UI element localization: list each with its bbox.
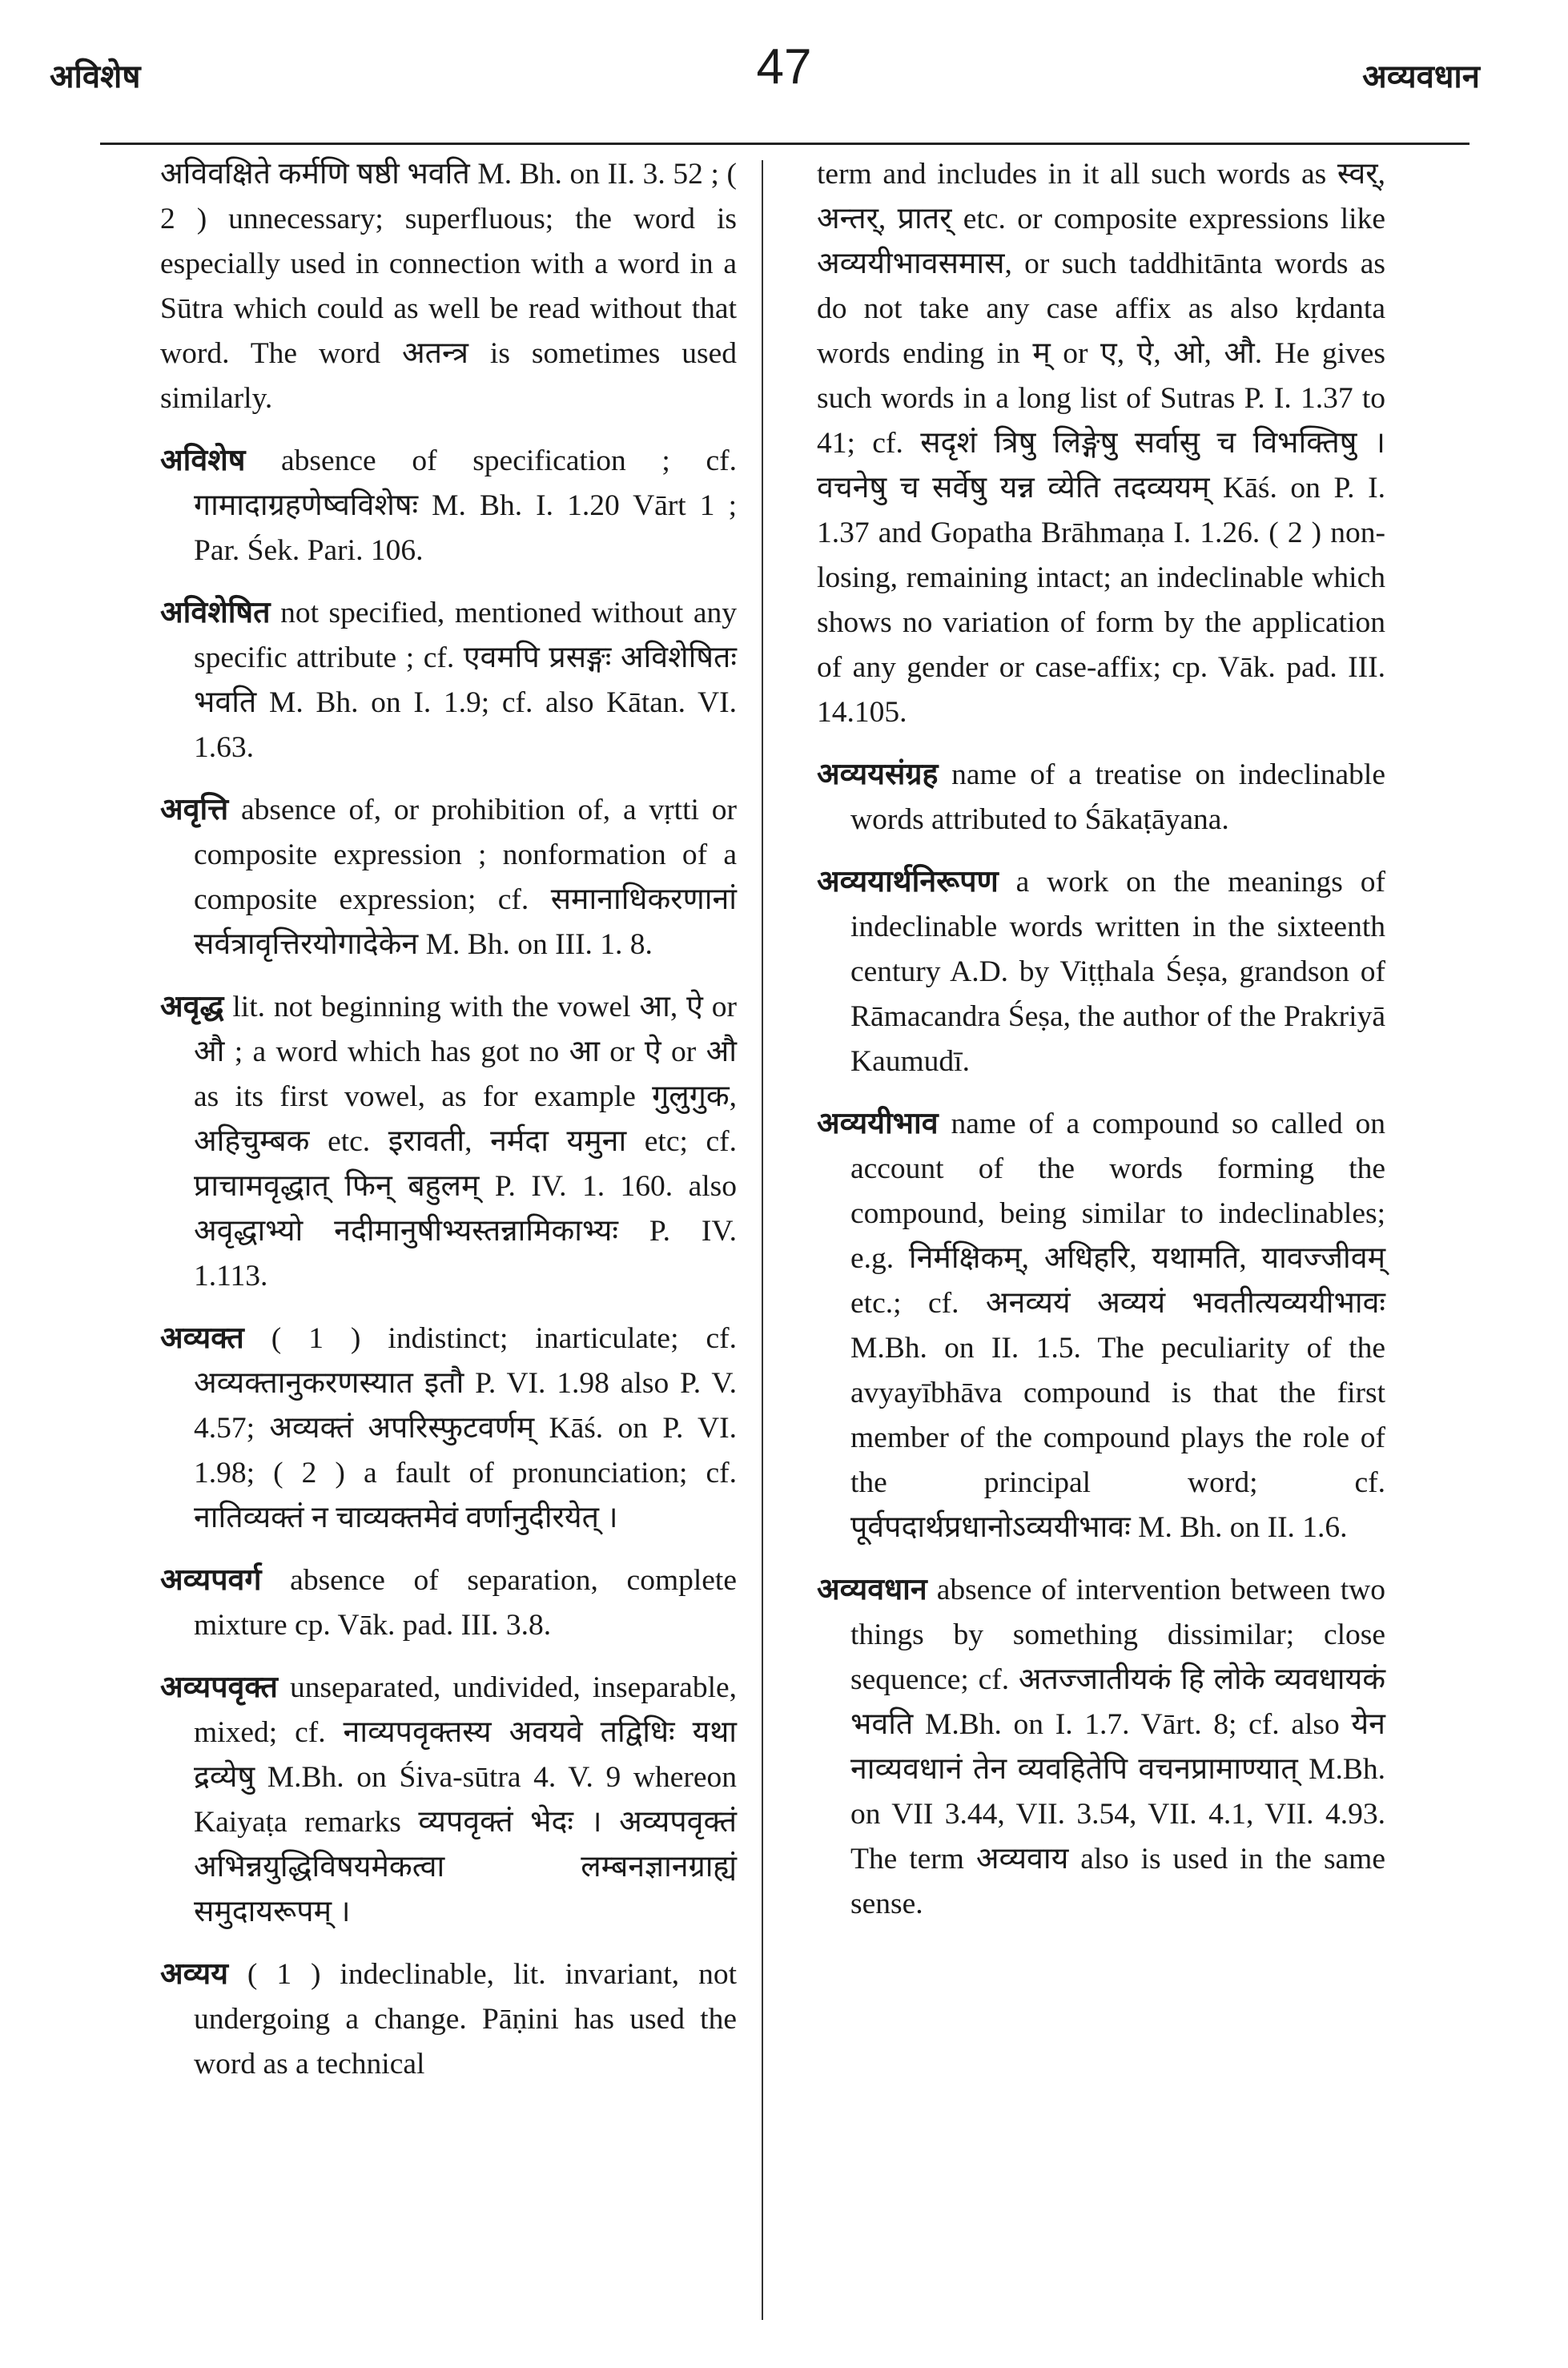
dictionary-entry [160,1666,737,1935]
entry-headword: अव्यक्त [160,1322,244,1355]
dictionary-entry [160,788,737,967]
dictionary-entry [817,1102,1385,1550]
entry-text: a work on the meanings of indeclinable words written in the sixteenth century A.D. by Viṭṭhala Śeṣa, grandson of Rāmacandra Śeṣa, the author of the Prakriyā Kaumudī. [850,866,1386,1078]
page-header [0,38,1568,111]
right-column [817,152,1385,1944]
entry-text: अविवक्षिते कर्मणि षष्ठी भवति M. Bh. on II. 3. 52 ; ( 2 ) unnecessary; superfluous; the word is especially used in connection with a word in a Sūtra which could as well be read without that word. The word अतन्त्र is sometimes used similarly. [160,158,737,415]
header-rule [100,143,1469,145]
entry-headword: अव्यवधान [817,1574,927,1606]
entry-headword: अव्यपवर्ग [160,1564,262,1597]
page-number: 47 [756,39,812,94]
dictionary-entry [817,860,1385,1084]
entry-headword: अवृद्ध [160,991,224,1023]
entry-text: absence of, or prohibition of, a vṛtti or composite expression ; nonformation of a composite expression; cf. समानाधिकरणानां सर्वत्रावृत्तिरयोगादेकेन M. Bh. on III. 1. 8. [194,794,737,961]
entry-text: not specified, mentioned without any specific attribute ; cf. एवमपि प्रसङ्गः अविशेषितः भवति M. Bh. on I. 1.9; cf. also Kātan. VI. 1.63. [194,597,738,764]
entry-headword: अव्ययसंग्रह [817,758,939,791]
entry-headword: अव्ययीभाव [817,1108,939,1140]
column-divider [762,160,763,2320]
dictionary-entry [817,753,1385,842]
dictionary-entry [160,1558,737,1648]
entry-headword: अविशेष [160,444,246,477]
entry-headword: अव्ययार्थनिरूपण [817,866,999,899]
entry-headword: अवृत्ति [160,794,229,826]
entry-text: name of a compound so called on account of the words forming the compound, being similar to indeclinables; e.g. निर्मक्षिकम्, अधिहरि, यथामति, यावज्जीवम् etc.; cf. अनव्ययं अव्ययं भवतीत्यव्ययीभावः M.Bh. on II. 1.5. The peculiarity of the avyayībhāva compound is that the first member of the compound plays the role of the principal word; cf. पूर्वपदार्थप्रधानोऽव्ययीभावः M. Bh. on II. 1.6. [850,1108,1385,1544]
right-running-headword: अव्यवधान [1362,58,1480,94]
dictionary-entry [160,1317,737,1541]
entry-text: lit. not beginning with the vowel आ, ऐ or औ ; a word which has got no आ or ऐ or औ as its first vowel, as for example गुलुगुक, अहिचुम्बक etc. इरावती, नर्मदा यमुना etc; cf. प्राचामवृद्धात् फिन् बहुलम् P. IV. 1. 160. also अवृद्धाभ्यो नदीमानुषीभ्यस्तन्नामिकाभ्यः P. IV. 1.113. [194,991,738,1293]
left-column [160,152,737,2105]
dictionary-entry [160,591,737,770]
entry-text: absence of separation, complete mixture cp. Vāk. pad. III. 3.8. [194,1564,737,1642]
entry-headword: अव्यपवृक्त [160,1671,278,1704]
dictionary-entry [160,152,737,421]
entry-headword: अव्यय [160,1958,228,1991]
entry-text: term and includes in it all such words as स्वर्, अन्तर्, प्रातर् etc. or composite expressions like अव्ययीभावसमास, or such taddhitānta words as do not take any case affix as also kṛdanta words ending in म् or ए, ऐ, ओ, औ. He gives such words in a long list of Sutras P. I. 1.37 to 41; cf. सदृशं त्रिषु लिङ्गेषु सर्वासु च विभक्तिषु । वचनेषु च सर्वेषु यन्न व्येति तदव्ययम् Kāś. on P. I. 1.37 and Gopatha Brāhmaṇa I. 1.26. ( 2 ) non-losing, remaining intact; an indeclinable which shows no variation of form by the application of any gender or case-affix; cp. Vāk. pad. III. 14.105. [817,158,1385,729]
left-running-headword: अविशेष [50,58,141,94]
entry-text: absence of intervention between two things by something dissimilar; close sequence; cf. अतज्जातीयकं हि लोके व्यवधायकं भवति M.Bh. on I. 1.7. Vārt. 8; cf. also येन नाव्यवधानं तेन व्यवहितेपि वचनप्रामाण्यात् M.Bh. on VII 3.44, VII. 3.54, VII. 4.1, VII. 4.93. The term अव्यवाय also is used in the same sense. [850,1574,1386,1920]
entry-text: ( 1 ) indeclinable, lit. invariant, not undergoing a change. Pāṇini has used the word as a technical [194,1958,737,2081]
entry-text: absence of specification ; cf. गामादाग्रहणेष्वविशेषः M. Bh. I. 1.20 Vārt 1 ; Par. Śek. Pari. 106. [194,444,737,567]
entry-text: name of a treatise on indeclinable words attributed to Śākaṭāyana. [850,758,1385,836]
entry-headword: अविशेषित [160,597,271,629]
dictionary-entry [817,152,1385,735]
entry-text: ( 1 ) indistinct; inarticulate; cf. अव्यक्तानुकरणस्यात इतौ P. VI. 1.98 also P. V. 4.57; अव्यक्तं अपरिस्फुटवर्णम् Kāś. on P. VI. 1.98; ( 2 ) a fault of pronunciation; cf. नातिव्यक्तं न चाव्यक्तमेवं वर्णानुदीरयेत् । [194,1322,737,1534]
dictionary-entry [160,1952,737,2087]
entry-text: unseparated, undivided, inseparable, mixed; cf. नाव्यपवृक्तस्य अवयवे तद्विधिः यथा द्रव्येषु M.Bh. on Śiva-sūtra 4. V. 9 whereon Kaiyaṭa remarks व्यपवृक्तं भेदः । अव्यपवृक्तं अभिन्नयुद्धिविषयमेकत्वा लम्बनज्ञानग्राह्यं समुदायरूपम् । [194,1671,738,1928]
dictionary-entry [817,1568,1385,1927]
dictionary-entry [160,439,737,573]
dictionary-entry [160,985,737,1299]
